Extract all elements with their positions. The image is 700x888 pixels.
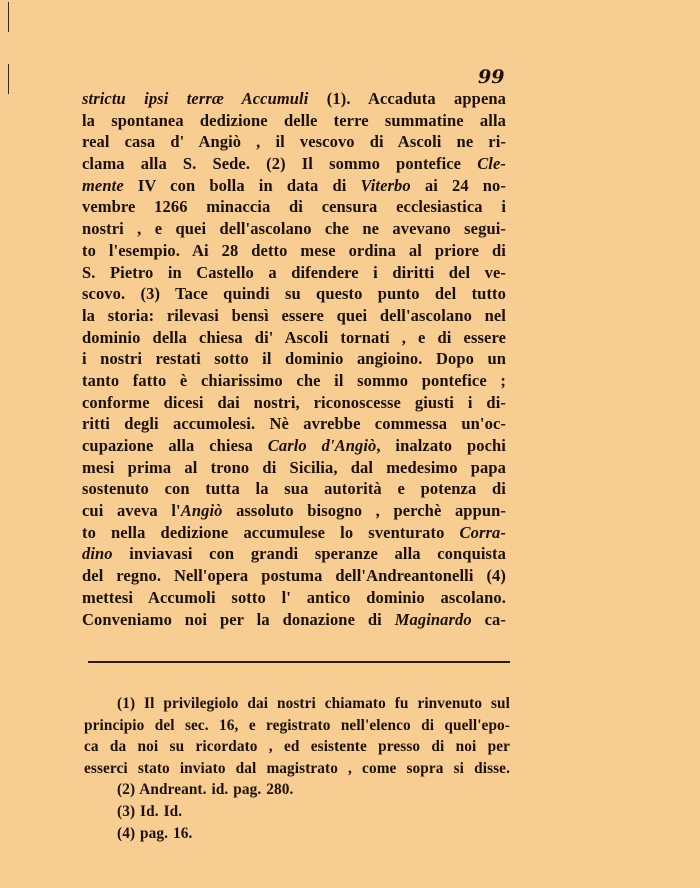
text-line [82,522,506,544]
text-segment: to nella dedizione accumulese lo sventurato [82,522,460,542]
text-segment: real casa d' Angiò , il vescovo di Ascoli ne ri- [82,132,506,152]
text-segment: tanto fatto è chiarissimo che il sommo pontefice ; [82,370,506,390]
footnote-line: principio del sec. 16, e registrato nell'elenco di quell'epo- [84,716,510,734]
text-segment: assoluto bisogno , perchè appun- [222,501,506,521]
text-segment: IV con bolla in data di [123,175,361,195]
text-segment: del regno. Nell'opera postuma dell'Andreantonelli (4) [82,566,506,586]
page-number: 99 [478,66,505,88]
text-line [82,110,506,132]
text-line [82,175,506,197]
text-line [82,609,506,631]
text-line [82,500,506,522]
text-line [82,305,506,327]
italic-text: dino [82,544,113,564]
text-line [82,370,506,392]
text-segment: i nostri restati sotto il dominio angioino. Dopo un [82,349,506,369]
italic-text: Cle- [477,154,506,174]
text-line [82,587,506,609]
text-line [82,153,506,175]
italic-text: Maginardo [394,609,472,629]
text-segment: , inalzato pochi [376,436,506,455]
italic-text: strictu ipsi terræ Accumuli [82,89,309,108]
text-line [82,565,506,587]
text-line [82,196,506,218]
text-line [82,348,506,370]
text-segment: (1). Accaduta appena [308,89,506,108]
text-segment: dominio della chiesa di' Ascoli tornati , e di essere [82,327,506,347]
text-line [82,478,506,500]
text-segment: ca- [471,609,506,629]
text-segment: sostenuto con tutta la sua autorità e potenza di [82,479,506,499]
italic-text: Angiò [180,501,223,521]
text-line [82,218,506,240]
text-line [82,283,506,305]
footnote-line: (4) pag. 16. [117,824,193,842]
text-line [82,392,506,414]
body-text [82,88,506,630]
text-segment: mettesi Accumoli sotto l' antico dominio ascolano. [82,587,506,607]
footnote-line: esserci stato inviato dal magistrato , come sopra si disse. [84,759,510,777]
italic-text: Viterbo [360,175,411,195]
text-segment: conforme dicesi dai nostri, riconoscesse giusti i di- [82,392,506,412]
footnotes [84,693,510,844]
text-line [82,88,506,110]
footnote-line: (3) Id. Id. [117,802,183,820]
text-line [82,131,506,153]
text-line [82,543,506,565]
text-segment: to l'esempio. Ai 28 detto mese ordina al priore di [82,240,506,260]
margin-mark [8,2,9,32]
text-segment: scovo. (3) Tace quindi su questo punto del tutto [82,284,506,304]
text-segment: nostri , e quei dell'ascolano che ne avevano segui- [82,219,506,239]
text-line [82,262,506,284]
text-segment: Conveniamo noi per la donazione di [82,609,395,629]
text-segment: la spontanea dedizione delle terre summatine alla [82,110,506,130]
footnote-line: (1) Il privilegiolo dai nostri chiamato fu rinvenuto sul [117,695,510,712]
text-line [82,327,506,349]
footnote-line: (2) Andreant. id. pag. 280. [117,781,294,799]
italic-text: Carlo d'Angiò [267,436,377,455]
text-segment: S. Pietro in Castello a difendere i diritti del ve- [82,262,506,282]
text-segment: la storia: rilevasi bensì essere quei dell'ascolano nel [82,305,506,325]
text-segment: clama alla S. Sede. (2) Il sommo pontefice [82,154,478,174]
text-segment: inviavasi con grandi speranze alla conquista [112,544,506,564]
text-line [82,413,506,435]
italic-text: mente [82,175,124,195]
text-segment: cui aveva l' [82,501,181,521]
text-segment: ai 24 no- [410,175,506,195]
text-line [82,435,506,457]
margin-mark [8,64,9,94]
text-line [82,240,506,262]
footnote-line: ca da noi su ricordato , ed esistente presso di noi per [84,738,510,756]
text-segment: cupazione alla chiesa [82,436,268,455]
text-segment: vembre 1266 minaccia di censura ecclesiastica i [82,197,506,217]
text-segment: mesi prima al trono di Sicilia, dal medesimo papa [82,457,506,477]
italic-text: Corra- [459,522,506,542]
text-segment: ritti degli accumolesi. Nè avrebbe commessa un'oc- [82,414,506,434]
footnote-rule [88,661,510,663]
text-line [82,457,506,479]
